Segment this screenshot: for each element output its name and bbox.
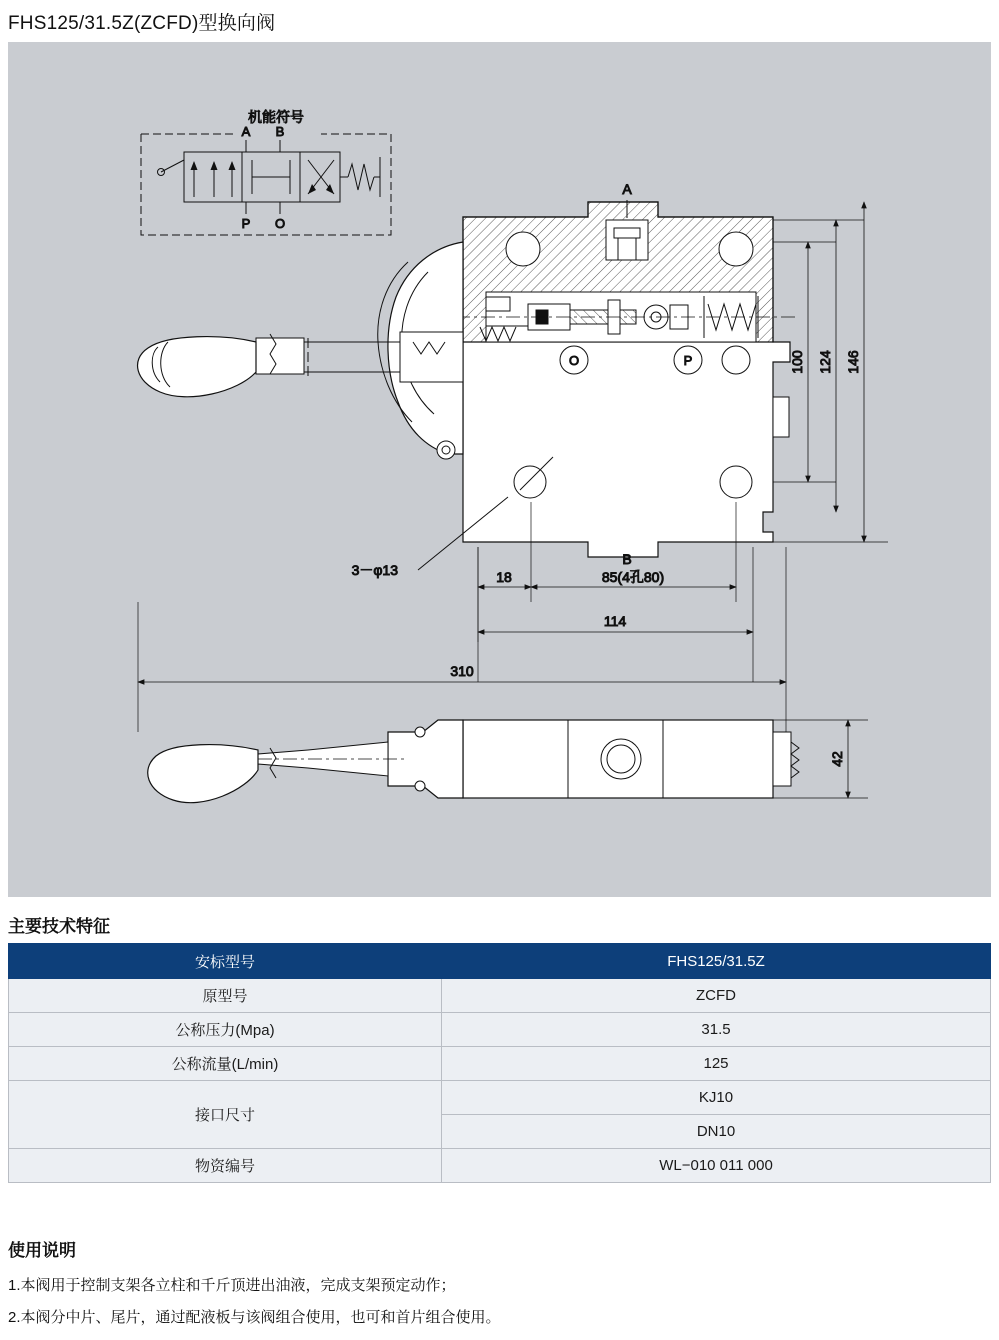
label-port-p: P [683, 353, 693, 368]
table-row [9, 1149, 991, 1183]
symbol-label-p: P [241, 216, 251, 231]
table-cell-label: 公称压力(Mpa) [9, 1013, 442, 1047]
table-cell-value: 125 [442, 1047, 991, 1081]
page-title: FHS125/31.5Z(ZCFD)型换向阀 [8, 13, 276, 34]
table-row [9, 1047, 991, 1081]
table-row [9, 944, 991, 979]
technical-drawing-svg [8, 42, 991, 897]
label-port-a: A [622, 181, 632, 197]
tech-section-heading: 主要技术特征 [8, 917, 110, 936]
dim-100: 100 [789, 350, 805, 374]
table-row [9, 1081, 991, 1115]
table-cell-label: 安标型号 [9, 944, 442, 979]
table-cell-value: WL−010 011 000 [442, 1149, 991, 1183]
symbol-label-a: A [241, 124, 251, 139]
table-cell-value: FHS125/31.5Z [442, 944, 991, 979]
table-cell-label: 原型号 [9, 979, 442, 1013]
table-cell-value: KJ10 [442, 1081, 991, 1115]
dim-85: 85(4孔80) [601, 569, 665, 585]
table-cell-label: 公称流量(L/min) [9, 1047, 442, 1081]
label-port-o: O [568, 353, 580, 368]
technical-drawing-panel [8, 42, 991, 897]
usage-note: 1.本阀用于控制支架各立柱和千斤顶进出油液，完成支架预定动作； [8, 1277, 456, 1294]
symbol-label-o: O [274, 216, 286, 231]
table-cell-value: DN10 [442, 1115, 991, 1149]
symbol-label-b: B [275, 124, 285, 139]
usage-section-heading: 使用说明 [8, 1241, 76, 1260]
label-port-b: B [622, 551, 632, 567]
dim-42: 42 [829, 751, 845, 767]
usage-note: 2.本阀分中片、尾片，通过配液板与该阀组合使用，也可和首片组合使用。 [8, 1309, 501, 1326]
dim-18: 18 [496, 569, 512, 585]
table-cell-label: 物资编号 [9, 1149, 442, 1183]
spec-table [8, 943, 991, 1183]
table-cell-label: 接口尺寸 [9, 1081, 442, 1149]
table-cell-value: 31.5 [442, 1013, 991, 1047]
dim-124: 124 [817, 350, 833, 374]
dim-114: 114 [603, 613, 627, 629]
table-row [9, 979, 991, 1013]
table-row [9, 1013, 991, 1047]
dim-146: 146 [845, 350, 861, 374]
label-hole-note: 3－φ13 [351, 562, 398, 578]
table-cell-value: ZCFD [442, 979, 991, 1013]
dim-310: 310 [450, 663, 474, 679]
symbol-caption: 机能符号 [248, 109, 304, 125]
